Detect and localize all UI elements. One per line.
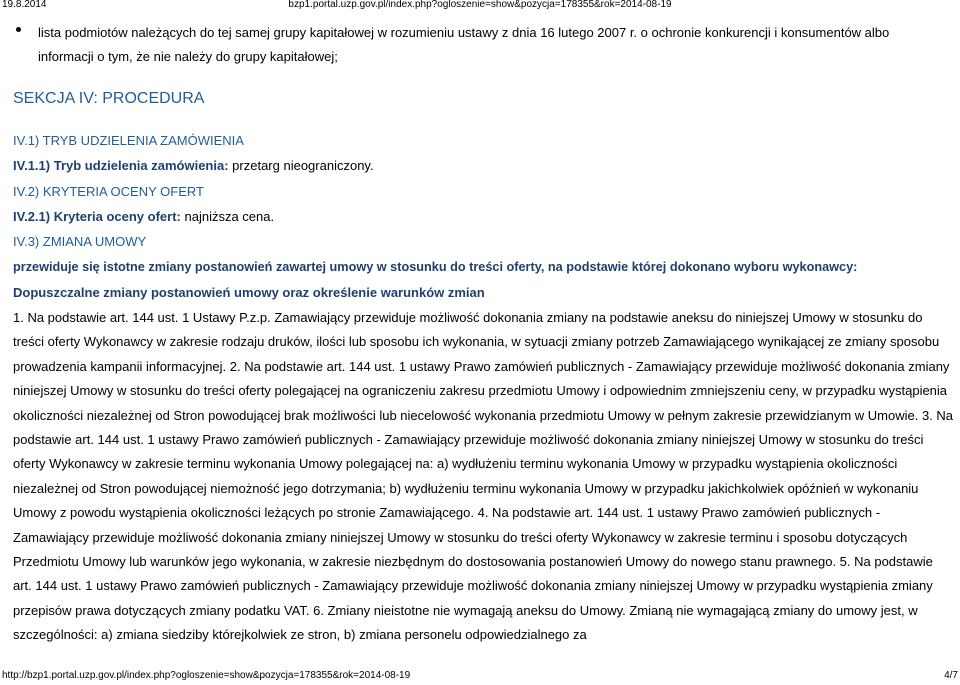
iv3-heading: IV.3) ZMIANA UMOWY [13, 234, 147, 249]
iv3-subheading: Dopuszczalne zmiany postanowień umowy oraz określenie warunków zmian [13, 285, 485, 300]
iv2-value: najniższa cena. [184, 209, 275, 224]
iv1-heading: IV.1) TRYB UDZIELENIA ZAMÓWIENIA [13, 133, 244, 148]
list-item [38, 21, 948, 69]
print-header-url: bzp1.portal.uzp.gov.pl/index.php?ogloszenie=show&pozycja=178355&rok=2014-08-19 [288, 0, 672, 10]
print-date: 19.8.2014 [2, 0, 47, 10]
iv2-detail [13, 208, 274, 225]
iv2-label: IV.2.1) Kryteria oceny ofert: [13, 209, 181, 224]
page-number: 4/7 [944, 670, 958, 681]
iv2-heading: IV.2) KRYTERIA OCENY OFERT [13, 184, 204, 199]
bullet-text: lista podmiotów należących do tej samej grupy kapitałowej w rozumieniu ustawy z dnia 16 lutego 2007 r. o ochronie konkurencji i konsumentów albo informacji o tym, że nie należy do grupy kapitałowej; [38, 25, 890, 64]
iv1-detail [13, 157, 374, 174]
iv1-label: IV.1.1) Tryb udzielenia zamówienia: [13, 158, 229, 173]
section-title: SEKCJA IV: PROCEDURA [13, 90, 205, 107]
iv1-value: przetarg nieograniczony. [232, 158, 374, 173]
bullet-icon [16, 27, 21, 32]
print-footer-url: http://bzp1.portal.uzp.gov.pl/index.php?ogloszenie=show&pozycja=178355&rok=2014-08-19 [2, 670, 411, 681]
iv3-body: 1. Na podstawie art. 144 ust. 1 Ustawy P.z.p. Zamawiający przewiduje możliwość dokonania zmiany na podstawie aneksu do niniejszej Umowy w stosunku do treści oferty Wykonawcy w zakresie rodzaju druków, ilości lub sposobu ich wykonania, w sytuacji zmiany potrzeb Zamawiającego wynikającej ze zmiany sposobu prowadzenia kampanii informacyjnej. 2. Na podstawie art. 144 ust. 1 ustawy Prawo zamówień publicznych - Zamawiający przewiduje możliwość dokonania zmiany niniejszej Umowy w stosunku do treści oferty polegającej na ograniczeniu zakresu przedmiotu Umowy i odpowiednim zmniejszeniu ceny, w przypadku wystąpienia okoliczności niezależnej od Stron powodującej brak możliwości lub niecelowość wykonania przedmiotu Umowy w pełnym zakresie przewidzianym w Umowie. 3. Na podstawie art. 144 ust. 1 ustawy Prawo zamówień publicznych - Zamawiający przewiduje możliwość dokonania zmiany niniejszej Umowy w stosunku do treści oferty Wykonawcy w zakresie terminu wykonania Umowy polegającej na: a) wydłużeniu terminu wykonania Umowy w przypadku wystąpienia okoliczności niezależnej od Stron powodującej niemożność jego dotrzymania; b) wydłużeniu terminu wykonania Umowy w przypadku jakichkolwiek opóźnień w wykonaniu Umowy z powodu wystąpienia okoliczności leżących po stronie Zamawiającego. 4. Na podstawie art. 144 ust. 1 ustawy Prawo zamówień publicznych - Zamawiający przewiduje możliwość dokonania zmiany niniejszej Umowy w stosunku do treści oferty Wykonawcy w zakresie terminu i sposobu dotyczących Przedmiotu Umowy lub warunków jego wykonania, w zakresie niezbędnym do dostosowania postanowień Umowy do nowego stanu prawnego. 5. Na podstawie art. 144 ust. 1 ustawy Prawo zamówień publicznych - Zamawiający przewiduje możliwość dokonania zmiany niniejszej Umowy w przypadku wystąpienia zmiany przepisów prawa dotyczących zmiany podatku VAT. 6. Zmiany nieistotne nie wymagają aneksu do Umowy. Zmianą nie wymagającą zmiany do umowy jest, w szczególności: a) zmiana siedziby którejkolwiek ze stron, b) zmiana personelu odpowiedzialnego za [13, 310, 954, 643]
iv3-question: przewiduje się istotne zmiany postanowień zawartej umowy w stosunku do treści oferty, na podstawie której dokonano wyboru wykonawcy: [13, 260, 858, 274]
